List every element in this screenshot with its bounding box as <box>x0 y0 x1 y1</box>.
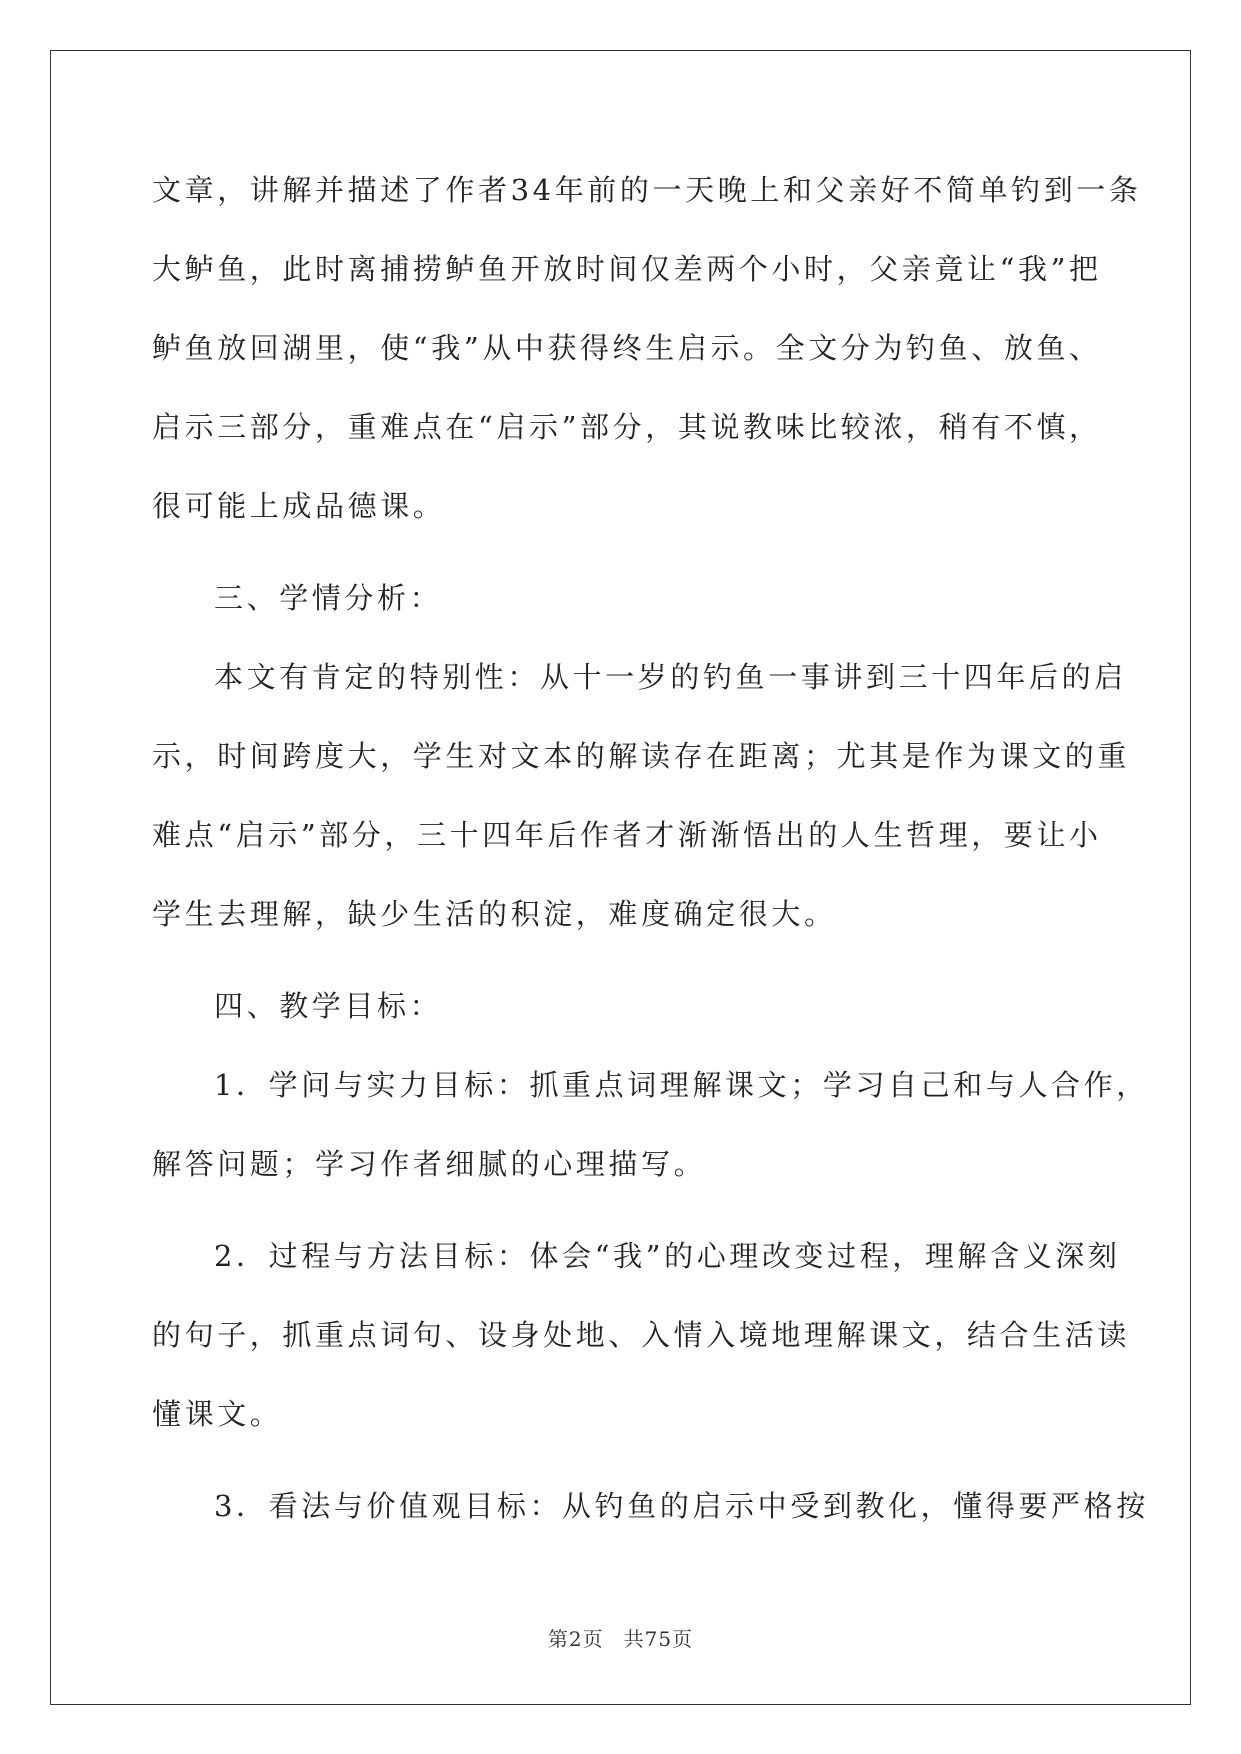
text-line: 难点“启示”部分，三十四年后作者才渐渐悟出的人生哲理，要让小 <box>152 818 1102 852</box>
text-line: 大鲈鱼，此时离捕捞鲈鱼开放时间仅差两个小时，父亲竟让“我”把 <box>152 252 1102 286</box>
text-line: 文章，讲解并描述了作者34年前的一天晚上和父亲好不简单钓到一条 <box>152 173 1142 207</box>
text-line: 1．学问与实力目标：抓重点词理解课文；学习自己和与人合作， <box>214 1068 1149 1102</box>
text-line: 2．过程与方法目标：体会“我”的心理改变过程，理解含义深刻 <box>214 1239 1121 1273</box>
text-line: 学生去理解，缺少生活的积淀，难度确定很大。 <box>152 897 837 931</box>
text-line: 本文有肯定的特别性：从十一岁的钓鱼一事讲到三十四年后的启 <box>214 660 1127 694</box>
text-line: 懂课文。 <box>152 1397 283 1431</box>
section-heading: 三、学情分析： <box>214 581 443 615</box>
text-line: 示，时间跨度大，学生对文本的解读存在距离；尤其是作为课文的重 <box>152 739 1131 773</box>
text-line: 的句子，抓重点词句、设身处地、入情入境地理解课文，结合生活读 <box>152 1318 1131 1352</box>
text-line: 解答问题；学习作者细腻的心理描写。 <box>152 1147 707 1181</box>
page-border <box>50 50 1191 1705</box>
section-heading: 四、教学目标： <box>214 989 443 1023</box>
text-line: 鲈鱼放回湖里，使“我”从中获得终生启示。全文分为钓鱼、放鱼、 <box>152 331 1102 365</box>
text-line: 启示三部分，重难点在“启示”部分，其说教味比较浓，稍有不慎， <box>152 410 1102 444</box>
page-number: 第2页 <box>547 1627 604 1651</box>
text-line: 3．看法与价值观目标：从钓鱼的启示中受到教化，懂得要严格按 <box>214 1489 1149 1523</box>
page-footer <box>0 1623 1241 1652</box>
text-line: 很可能上成品德课。 <box>152 489 446 523</box>
page-total: 共75页 <box>623 1627 694 1651</box>
